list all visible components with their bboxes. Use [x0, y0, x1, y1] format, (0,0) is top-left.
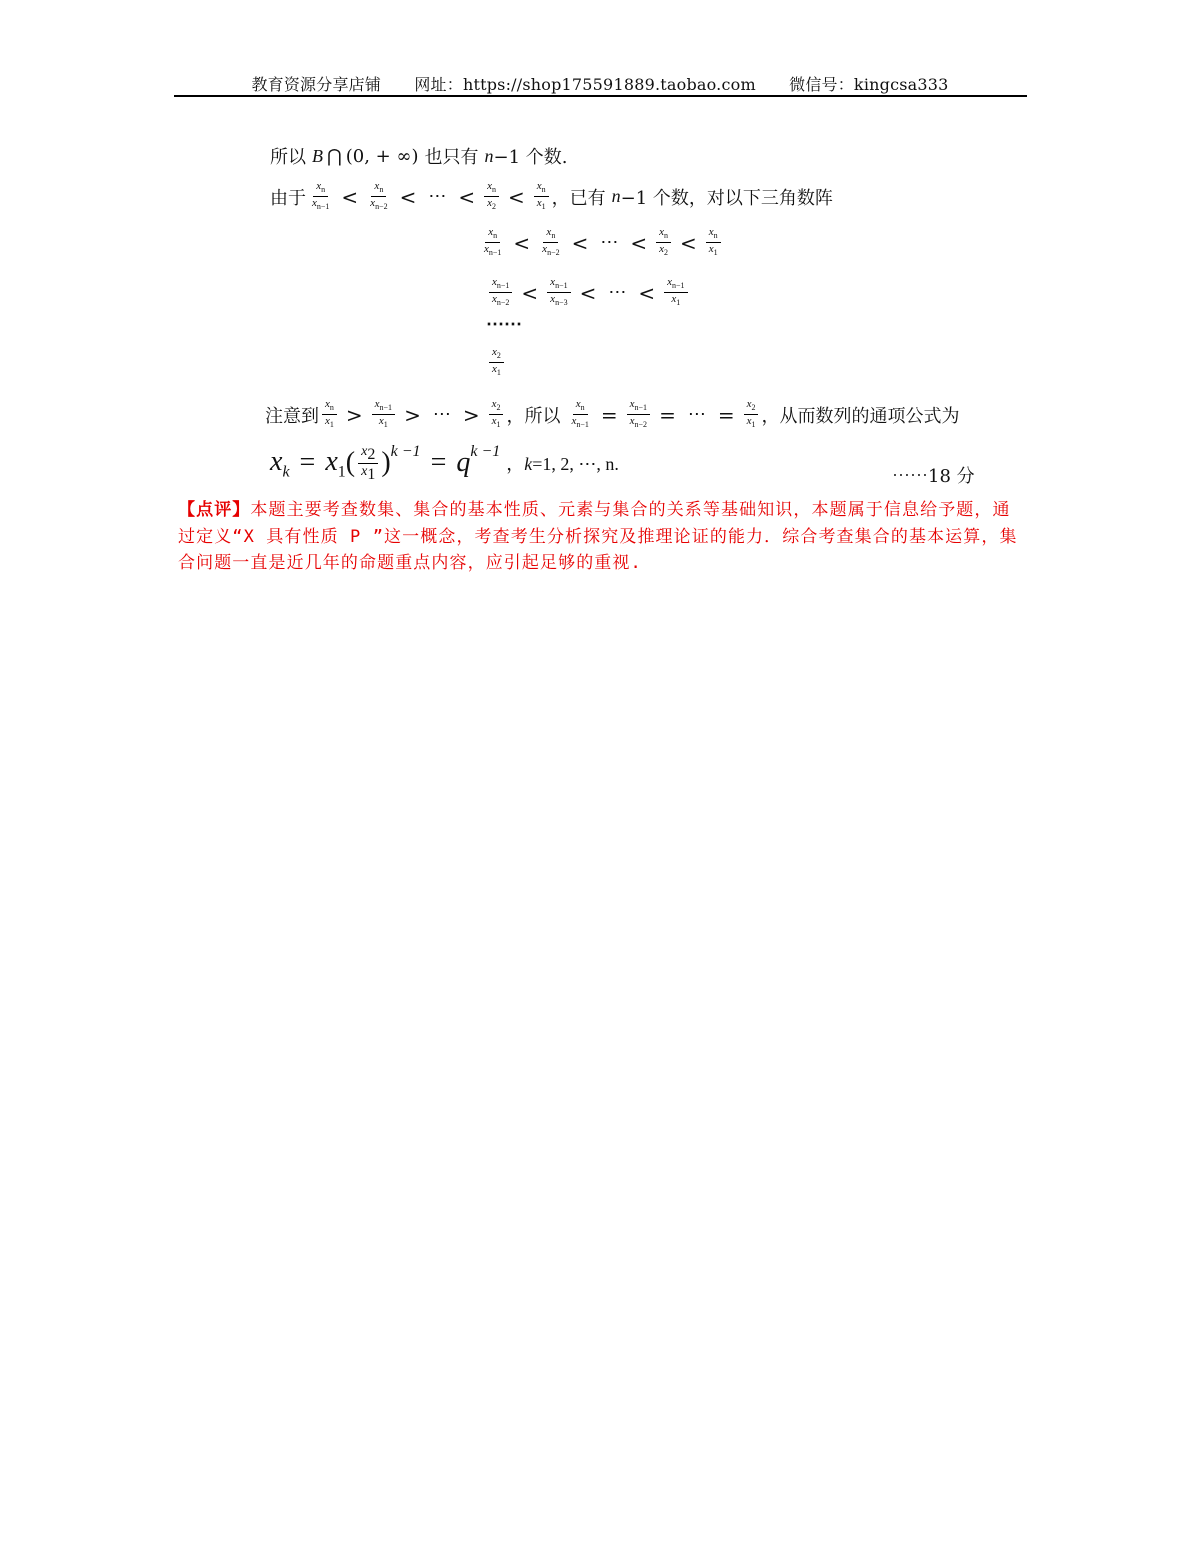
formula-q: q: [456, 447, 471, 479]
fraction: $\frac{x_2}{x_1}$: [489, 398, 504, 431]
fraction: $\frac{x_{n-1}}{x_{n-2}}$: [489, 276, 512, 309]
lt-symbol: <: [680, 230, 697, 255]
variable-n: n: [484, 145, 494, 166]
text-fragment: 注意到: [265, 405, 319, 427]
text-fragment: 所以: [270, 147, 306, 168]
lt-symbol: <: [521, 280, 539, 305]
text-fragment: ，所以: [506, 405, 561, 427]
text-fragment: −1 个数，对以下三角数阵: [620, 187, 833, 209]
gt-symbol: >: [345, 402, 363, 427]
lt-symbol: <: [638, 280, 656, 305]
comment-tag: 【点评】: [178, 500, 251, 520]
fraction: $\frac{x_{n-1}}{x_1}$: [372, 398, 395, 431]
interval: (0, + ∞): [345, 145, 419, 167]
fraction: $\frac{x_n}{x_{n-1}}$: [484, 226, 502, 258]
header-divider: [174, 95, 1027, 97]
index-range: =1, 2, ⋯, n.: [532, 454, 619, 475]
text-line-1: [270, 143, 568, 169]
text-fragment: 也只有: [424, 147, 479, 168]
lt-symbol: <: [399, 184, 417, 209]
vertical-ellipsis: ⋯⋯: [486, 314, 522, 335]
triangle-dots: [486, 314, 522, 335]
fraction: $\frac{x_n}{x_{n-1}}$: [312, 180, 330, 212]
formula-x1: $x_1$: [325, 445, 346, 481]
text-fragment: 由于: [270, 187, 306, 209]
fraction: $\frac{x_2}{x_1}$: [358, 444, 378, 483]
lt-symbol: <: [579, 280, 597, 305]
general-term-formula: $x_k$ = $x_1$ ( $\frac{x_2}{x_1}$ ) $^{k -1}$ = q $^{k -1}$ ，k=1, 2, ⋯, n.: [270, 443, 619, 483]
ellipsis: ⋯: [687, 404, 706, 426]
triangle-row-1: [478, 226, 724, 259]
fraction: $\frac{x_n}{x_{n-2}}$: [370, 180, 388, 212]
lt-symbol: <: [341, 184, 359, 209]
eq-symbol: =: [717, 402, 735, 427]
text-fragment: ，已有: [551, 187, 606, 209]
eq-symbol: =: [600, 402, 618, 427]
fraction: $\frac{x_n}{x_1}$: [322, 398, 337, 431]
ellipsis: ⋯: [600, 232, 619, 254]
triangle-row-last: [486, 346, 507, 379]
triangle-row-2: [486, 276, 691, 309]
lt-symbol: <: [508, 184, 525, 209]
eq-symbol: =: [659, 402, 676, 427]
fraction: $\frac{x_{n-1}}{x_1}$: [664, 276, 687, 309]
shop-url: 网址：https://shop175591889.taobao.com: [414, 75, 756, 94]
lt-symbol: <: [513, 230, 531, 255]
text-line-note: [265, 398, 959, 431]
fraction: $\frac{x_{n-1}}{x_{n-2}}$: [627, 398, 650, 431]
variable-n: n: [611, 186, 621, 207]
lt-symbol: <: [630, 230, 648, 255]
set-symbol: B: [312, 145, 323, 166]
fraction: $\frac{x_{n-1}}{x_{n-3}}$: [547, 276, 570, 309]
review-comment: [178, 497, 1028, 577]
fraction: $\frac{x_n}{x_2}$: [656, 226, 671, 259]
wechat-id: 微信号：kingcsa333: [789, 75, 949, 94]
text-fragment: ，从而数列的通项公式为: [761, 405, 960, 427]
formula-lhs: $x_k$: [270, 445, 290, 481]
fraction: $\frac{x_n}{x_{n-2}}$: [542, 226, 560, 258]
lt-symbol: <: [458, 184, 476, 209]
gt-symbol: >: [404, 402, 421, 427]
ellipsis: ⋯: [432, 404, 451, 426]
score-mark: ⋯⋯18 分: [892, 466, 975, 487]
fraction: $\frac{x_n}{x_1}$: [706, 226, 721, 259]
fraction: $\frac{x_n}{x_2}$: [484, 180, 499, 213]
comment-text: 本题主要考查数集、集合的基本性质、元素与集合的关系等基础知识，本题属于信息给予题，通过定义“X 具有性质 P ”这一概念，考查考生分析探究及推理论证的能力．综合考查集合的基本运算，集合问题一直是近几年的命题重点内容，应引起足够的重视.: [178, 500, 1018, 573]
ellipsis: ⋯: [608, 282, 627, 304]
fraction: $\frac{x_n}{x_{n-1}}$: [571, 398, 589, 430]
intersection-symbol: ⋂: [327, 145, 342, 167]
fraction: $\frac{x_2}{x_1}$: [744, 398, 759, 431]
page-header: [0, 72, 1200, 95]
text-fragment: −1 个数.: [493, 147, 568, 168]
variable-k: k: [524, 454, 533, 475]
text-line-2: [270, 180, 833, 213]
fraction: $\frac{x_n}{x_1}$: [534, 180, 549, 213]
gt-symbol: >: [462, 402, 480, 427]
shop-name: 教育资源分享店铺: [251, 75, 382, 94]
ellipsis: ⋯: [428, 186, 447, 208]
lt-symbol: <: [571, 230, 589, 255]
fraction: $\frac{x_2}{x_1}$: [489, 346, 504, 379]
